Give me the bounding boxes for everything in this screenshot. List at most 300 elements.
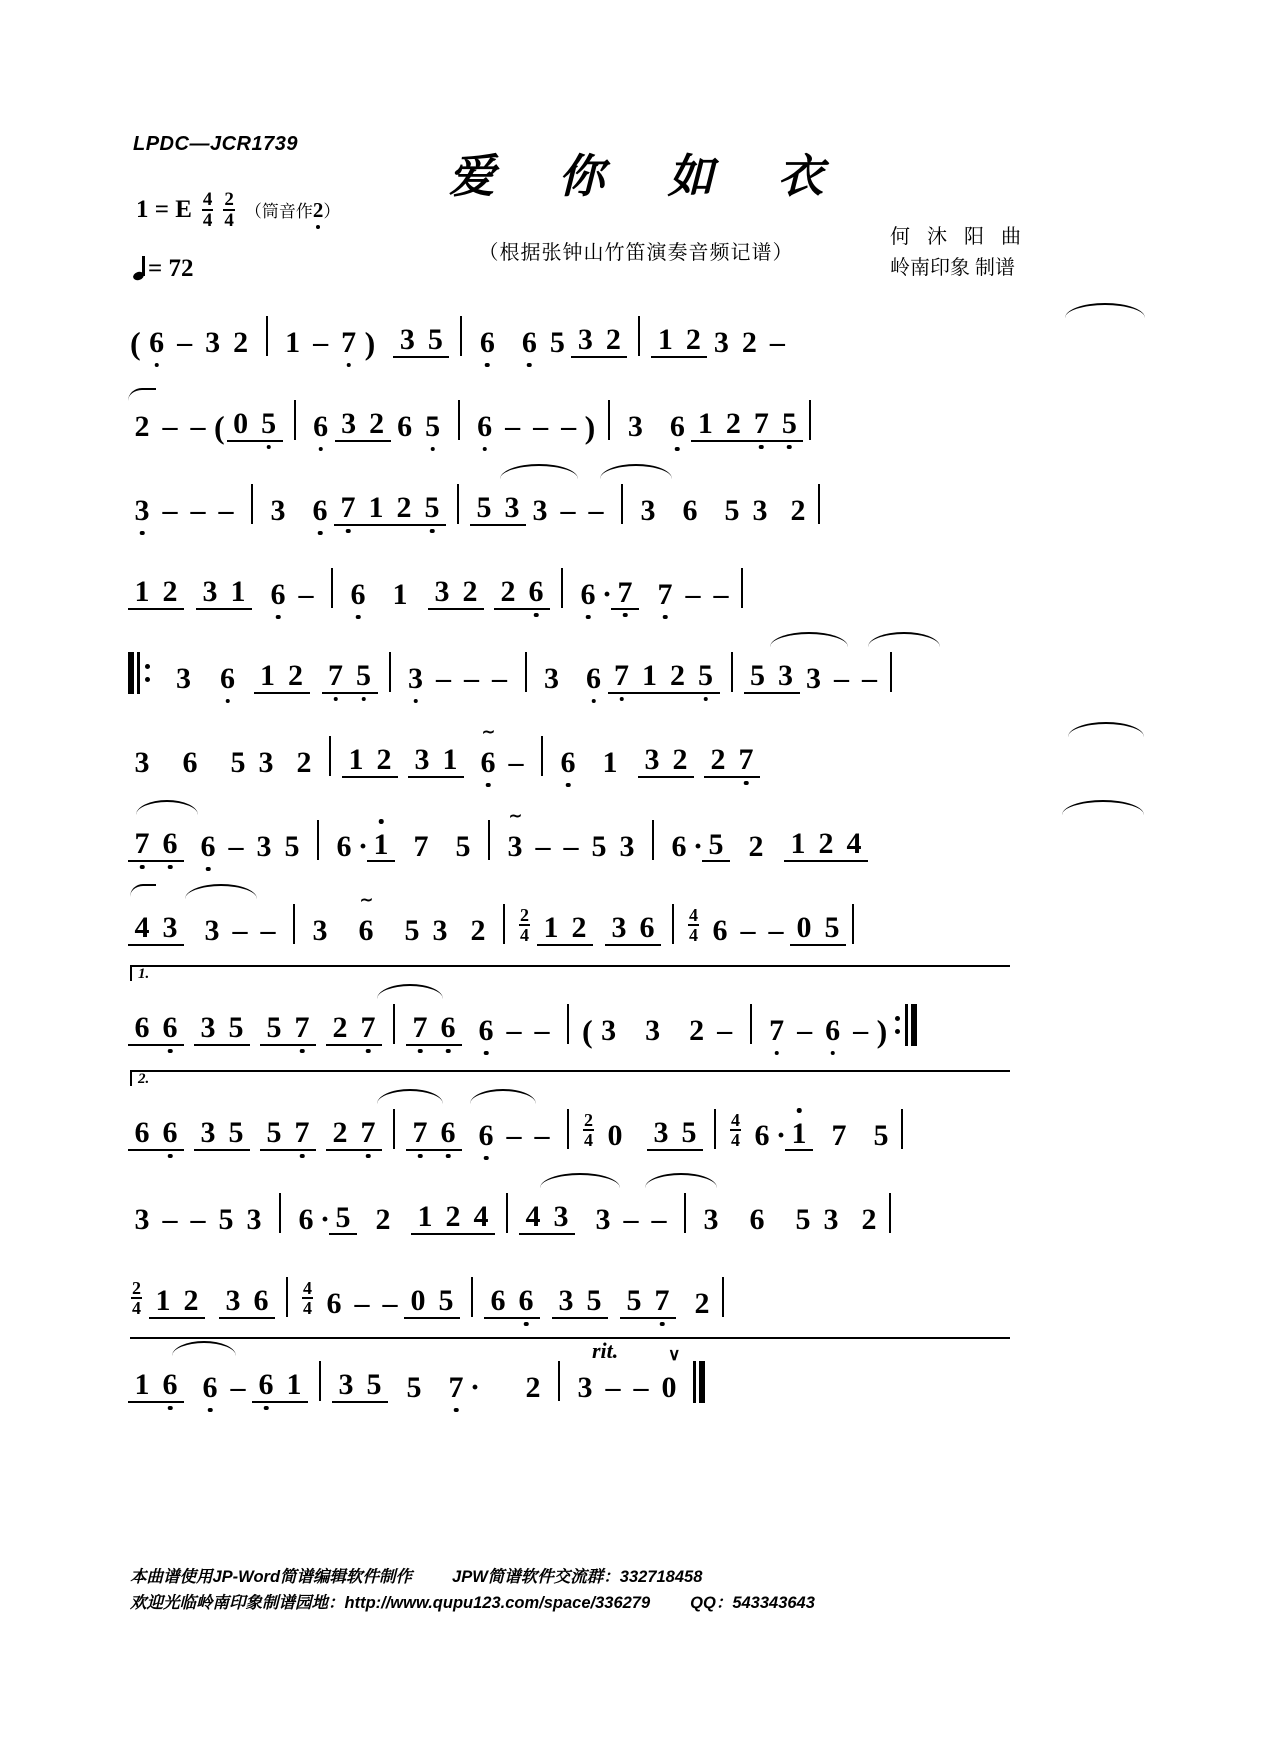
note: 3	[202, 575, 218, 608]
note: 6	[749, 1203, 765, 1236]
note: 5	[702, 830, 730, 862]
note: 6	[473, 328, 501, 358]
note: 5	[724, 494, 740, 527]
beamed-group	[704, 745, 760, 778]
barline	[731, 652, 733, 692]
barline	[890, 652, 892, 692]
music-system-5	[128, 638, 1144, 694]
beamed-group	[744, 661, 800, 694]
sustain-dash: –	[633, 1371, 649, 1404]
note: 7	[334, 493, 362, 524]
time-signature-change: 2 4	[132, 1278, 141, 1318]
note: 5	[427, 323, 443, 356]
beamed-group	[128, 1370, 184, 1403]
time-signature-change: 4 4	[689, 905, 698, 945]
sustain-dash: –	[162, 410, 178, 443]
composer-credit: 何 沐 阳 曲	[890, 226, 1027, 248]
note: 3	[611, 911, 627, 944]
barline	[503, 904, 505, 944]
barline	[331, 568, 333, 608]
barline	[889, 1193, 891, 1233]
note: 3	[134, 1203, 150, 1236]
note: 2	[375, 1203, 391, 1236]
note: 5	[626, 1284, 642, 1317]
trill-icon: ∼	[508, 808, 522, 825]
quarter-note-icon	[133, 256, 145, 282]
note: 2	[162, 575, 178, 608]
beamed-group	[219, 1286, 275, 1319]
note: 2	[710, 743, 726, 776]
slur	[600, 464, 672, 479]
note: 6	[298, 1203, 314, 1236]
note: 6	[214, 664, 242, 694]
note: 2	[233, 326, 249, 359]
note: 0	[796, 911, 812, 944]
music-system-7	[128, 806, 1144, 862]
note: 1	[442, 743, 458, 776]
sustain-dash: –	[685, 578, 701, 611]
slur	[770, 632, 848, 647]
beamed-group	[411, 1202, 495, 1235]
ending-hook	[130, 965, 132, 981]
sustain-dash: –	[534, 1119, 550, 1152]
note: 6	[156, 1013, 184, 1044]
beamed-group	[790, 913, 846, 946]
note: 3	[399, 323, 415, 356]
note: 6	[472, 1121, 500, 1151]
beamed-group	[784, 829, 868, 862]
barline	[458, 400, 460, 440]
note: 3	[204, 914, 220, 947]
barline	[561, 568, 563, 608]
barline	[393, 1004, 395, 1044]
barline	[293, 904, 295, 944]
note: 3	[200, 1116, 216, 1149]
music-system-8	[128, 890, 1144, 946]
note: 1	[697, 407, 713, 440]
note: 0	[661, 1371, 677, 1404]
sustain-dash: –	[651, 1203, 667, 1236]
slur	[185, 884, 257, 899]
barline	[722, 1277, 724, 1317]
paren-close: )	[584, 409, 596, 445]
note: 3	[752, 494, 768, 527]
note: 1	[134, 575, 150, 608]
repeat-end-sign	[895, 1004, 917, 1046]
note: 0	[233, 407, 249, 440]
note: 2	[332, 1116, 348, 1149]
barline	[638, 316, 640, 356]
beamed-group	[128, 1118, 184, 1151]
footer-website[interactable]: 欢迎光临岭南印象制谱园地：http://www.qupu123.com/space/336279	[130, 1593, 651, 1612]
note: 6	[252, 1370, 280, 1401]
note: 4	[473, 1200, 489, 1233]
note: 1	[785, 1119, 813, 1151]
breath-mark-icon: ∨	[668, 1345, 681, 1364]
sustain-dash: –	[560, 494, 576, 527]
barline	[525, 652, 527, 692]
beamed-group	[227, 409, 283, 442]
note: 2	[332, 1011, 348, 1044]
tie-slur	[540, 1173, 620, 1188]
note-with-trill: ∼ 3	[507, 808, 523, 863]
note: 3	[402, 664, 430, 694]
note: 2	[571, 911, 587, 944]
tongyin-pitch: 2	[312, 198, 324, 222]
paren-close: )	[876, 1013, 888, 1049]
beamed-group	[326, 1118, 382, 1151]
sustain-dash: –	[232, 914, 248, 947]
barline	[541, 736, 543, 776]
note: 5	[418, 493, 446, 524]
sustain-dash: –	[190, 1203, 206, 1236]
sustain-dash: –	[492, 662, 507, 695]
footer	[130, 1565, 815, 1616]
barline	[714, 1109, 716, 1149]
note: 5	[404, 914, 420, 947]
time-signature-change: 2 4	[520, 905, 529, 945]
beamed-group	[128, 829, 184, 862]
note: 7	[322, 661, 350, 692]
note: 6	[515, 328, 543, 358]
note: 2	[605, 323, 621, 356]
note: 1	[348, 743, 364, 776]
note: 5	[586, 1284, 602, 1317]
note: 7	[831, 1119, 847, 1152]
sustain-dash: –	[313, 326, 329, 359]
sustain-dash: –	[190, 410, 206, 443]
note: 2	[396, 491, 412, 524]
note: 1	[543, 911, 559, 944]
time-signature-change: 4 4	[731, 1110, 740, 1150]
beamed-group	[494, 577, 550, 610]
note: 2	[462, 575, 478, 608]
note: 5	[228, 1116, 244, 1149]
note: 3	[134, 746, 150, 779]
beamed-group	[691, 409, 747, 442]
note: 6	[472, 1016, 500, 1046]
tie-continuation	[128, 388, 156, 401]
sustain-dash: –	[588, 494, 604, 527]
note: 0	[607, 1119, 623, 1152]
note: 2	[288, 659, 303, 692]
sustain-dash: –	[713, 578, 729, 611]
beamed-group	[406, 1013, 462, 1046]
note: 1	[230, 575, 246, 608]
music-system-2	[128, 386, 1144, 445]
note: 2	[376, 743, 392, 776]
barline	[750, 1004, 752, 1044]
note: 3	[577, 323, 593, 356]
note: 3	[645, 1014, 661, 1047]
note: 1	[642, 659, 657, 692]
sustain-dash: –	[177, 326, 193, 359]
beamed-group	[404, 1286, 460, 1319]
note: 6	[134, 1011, 150, 1044]
beamed-group	[196, 577, 252, 610]
note: 5	[419, 412, 447, 442]
beamed-group	[252, 1370, 308, 1403]
beamed-group	[322, 661, 378, 694]
note: 3	[256, 830, 272, 863]
note: 7	[763, 1016, 791, 1046]
note: 6	[307, 412, 335, 442]
barline	[488, 820, 490, 860]
note: 1	[392, 578, 408, 611]
paren-open: (	[130, 325, 141, 361]
barline	[506, 1193, 508, 1233]
sustain-dash: –	[230, 1371, 246, 1404]
note: 6	[196, 1373, 224, 1403]
note-with-trill: ∼ 6	[474, 748, 502, 778]
note: 6	[663, 412, 691, 442]
beamed-group	[260, 1013, 316, 1046]
note: 3	[553, 1200, 569, 1233]
note: 2	[500, 575, 516, 608]
music-system-9	[128, 990, 1144, 1049]
note: 3	[205, 326, 221, 359]
music-system-1	[128, 302, 1144, 361]
note: 2	[134, 410, 150, 443]
note: 6	[134, 1116, 150, 1149]
note: 2	[748, 830, 764, 863]
key-and-meter	[136, 190, 340, 230]
slur	[377, 984, 443, 999]
footer-row-2	[130, 1591, 815, 1617]
beamed-group	[390, 493, 446, 526]
trill-icon: ∼	[481, 724, 495, 741]
beamed-group	[128, 577, 184, 610]
beamed-group	[128, 913, 184, 946]
ending-line	[130, 965, 1010, 967]
sustain-dash: –	[506, 1119, 522, 1152]
note: 6	[471, 412, 499, 442]
note: 1	[134, 1368, 150, 1401]
music-system-11	[128, 1179, 1144, 1235]
sustain-dash: –	[228, 830, 244, 863]
note: 3	[162, 911, 178, 944]
barline	[818, 484, 820, 524]
barline	[809, 400, 811, 440]
barline	[684, 1193, 686, 1233]
note: 3	[778, 659, 793, 692]
barline	[901, 1109, 903, 1149]
slur	[172, 1341, 236, 1356]
note: 3	[341, 407, 357, 440]
sustain-dash: –	[535, 830, 551, 863]
note: 6	[754, 1119, 770, 1152]
note: 6	[522, 577, 550, 608]
sustain-dash: –	[506, 1014, 522, 1047]
note: 3	[414, 743, 430, 776]
barline	[741, 568, 743, 608]
beamed-group	[519, 1202, 575, 1235]
note: 6	[434, 1118, 462, 1149]
sustain-dash: –	[505, 410, 521, 443]
note: 7	[648, 1286, 676, 1317]
note: 2	[861, 1203, 877, 1236]
note: 7	[354, 1013, 382, 1044]
barline	[567, 1004, 569, 1044]
note: 2	[183, 1284, 199, 1317]
note: 7	[413, 830, 429, 863]
beamed-group	[149, 1286, 205, 1319]
note: 7	[747, 409, 775, 440]
augmentation-dot: ·	[320, 1203, 331, 1236]
ending-hook	[130, 1070, 132, 1086]
note: 6	[156, 829, 184, 860]
note: 1	[286, 1368, 302, 1401]
note: 6	[143, 328, 171, 358]
barline	[558, 1361, 560, 1401]
note: 4	[846, 827, 862, 860]
note: 3	[713, 326, 729, 359]
sustain-dash: –	[162, 494, 178, 527]
note: 3	[432, 914, 448, 947]
tempo-marking: = 72	[133, 255, 194, 283]
note: 6	[344, 580, 372, 610]
sustain-dash: –	[260, 914, 276, 947]
barline	[567, 1109, 569, 1149]
note: 3	[601, 1014, 617, 1047]
beamed-group	[334, 493, 390, 526]
note: 6	[554, 748, 582, 778]
note: 7	[335, 328, 363, 358]
augmentation-dot: ·	[776, 1119, 787, 1152]
sustain-dash: –	[190, 494, 206, 527]
barline	[317, 820, 319, 860]
note: 6	[434, 1013, 462, 1044]
score-subtitle: （根据张钟山竹笛演奏音频记谱）	[478, 242, 794, 264]
rit-marking: rit.	[592, 1338, 619, 1363]
note: 2	[741, 326, 757, 359]
slur	[470, 1089, 536, 1104]
note: 5	[230, 746, 246, 779]
augmentation-dot: ·	[470, 1371, 481, 1404]
sustain-dash: –	[464, 662, 479, 695]
note: 3	[532, 494, 548, 527]
note: 3	[619, 830, 635, 863]
beamed-group	[484, 1286, 540, 1319]
note: 1	[602, 746, 618, 779]
note: 5	[329, 1203, 357, 1235]
barline	[389, 652, 391, 692]
note: 3	[246, 1203, 262, 1236]
note: 2	[689, 1014, 705, 1047]
note: 6	[156, 1370, 184, 1401]
note: 6	[326, 1287, 342, 1320]
sustain-dash: –	[298, 578, 314, 611]
time-signature-change: 4 4	[303, 1278, 312, 1318]
sustain-dash: –	[797, 1014, 813, 1047]
barline	[251, 484, 253, 524]
note: 6	[306, 496, 334, 526]
note: 2	[694, 1287, 710, 1320]
sustain-dash: –	[561, 410, 577, 443]
note: 1	[155, 1284, 171, 1317]
music-system-6	[128, 722, 1144, 778]
sustain-dash: –	[717, 1014, 733, 1047]
note: 1	[368, 491, 384, 524]
note: 5	[692, 661, 720, 692]
beamed-group	[605, 913, 661, 946]
barline	[460, 316, 462, 356]
sustain-dash: –	[605, 1371, 621, 1404]
note: 3	[640, 494, 656, 527]
note: 5	[350, 661, 378, 692]
note: 3	[338, 1368, 354, 1401]
sustain-dash: –	[508, 746, 524, 779]
note: 5	[824, 911, 840, 944]
note: 3	[176, 662, 191, 695]
note: 5	[228, 1011, 244, 1044]
note: 4	[525, 1200, 541, 1233]
note: 2	[725, 407, 741, 440]
barline	[393, 1109, 395, 1149]
repeat-start-sign	[128, 652, 150, 694]
note: 5	[284, 830, 300, 863]
beamed-group	[428, 577, 484, 610]
beamed-group	[406, 1118, 462, 1151]
fingering-note: （筒音作2）	[244, 198, 341, 222]
barline	[852, 904, 854, 944]
page-title: 爱 你 如 衣	[448, 151, 850, 202]
slur	[645, 1173, 717, 1188]
final-barline	[693, 1361, 705, 1403]
barline	[621, 484, 623, 524]
barline	[266, 316, 268, 356]
note: 5	[266, 1011, 282, 1044]
beamed-group	[260, 1118, 316, 1151]
note: 1	[417, 1200, 433, 1233]
note: 6	[156, 1118, 184, 1149]
note: 5	[455, 830, 471, 863]
note: 3	[225, 1284, 241, 1317]
sustain-dash: –	[218, 494, 234, 527]
beamed-group	[537, 913, 593, 946]
note: 1	[285, 326, 301, 359]
tie-slur	[1062, 800, 1144, 815]
note: 6	[194, 832, 222, 862]
engraver-credit: 岭南印象 制谱	[890, 257, 1015, 279]
barline	[286, 1277, 288, 1317]
slur	[868, 632, 940, 647]
beamed-group	[638, 745, 694, 778]
note: 1	[657, 323, 673, 356]
barline	[652, 820, 654, 860]
note: 2	[818, 827, 834, 860]
time-signature-change: 2 4	[584, 1110, 593, 1150]
beamed-group	[664, 661, 720, 694]
note: 2	[470, 914, 486, 947]
note: 6	[671, 830, 687, 863]
ending-label: 2.	[138, 1071, 150, 1087]
paren-open: (	[582, 1013, 593, 1049]
beamed-group	[326, 1013, 382, 1046]
paren-close: )	[364, 325, 376, 361]
note: 5	[549, 326, 565, 359]
note: 3	[270, 494, 286, 527]
note: 5	[775, 409, 803, 440]
note: 2	[790, 494, 806, 527]
beamed-group	[620, 1286, 676, 1319]
note: 5	[681, 1116, 697, 1149]
note: 2	[672, 743, 688, 776]
music-system-13	[128, 1347, 1144, 1403]
note: 7	[406, 1118, 434, 1149]
time-signature-2-4: $\frac{2}{4}$	[224, 189, 234, 231]
note: 6	[336, 830, 352, 863]
